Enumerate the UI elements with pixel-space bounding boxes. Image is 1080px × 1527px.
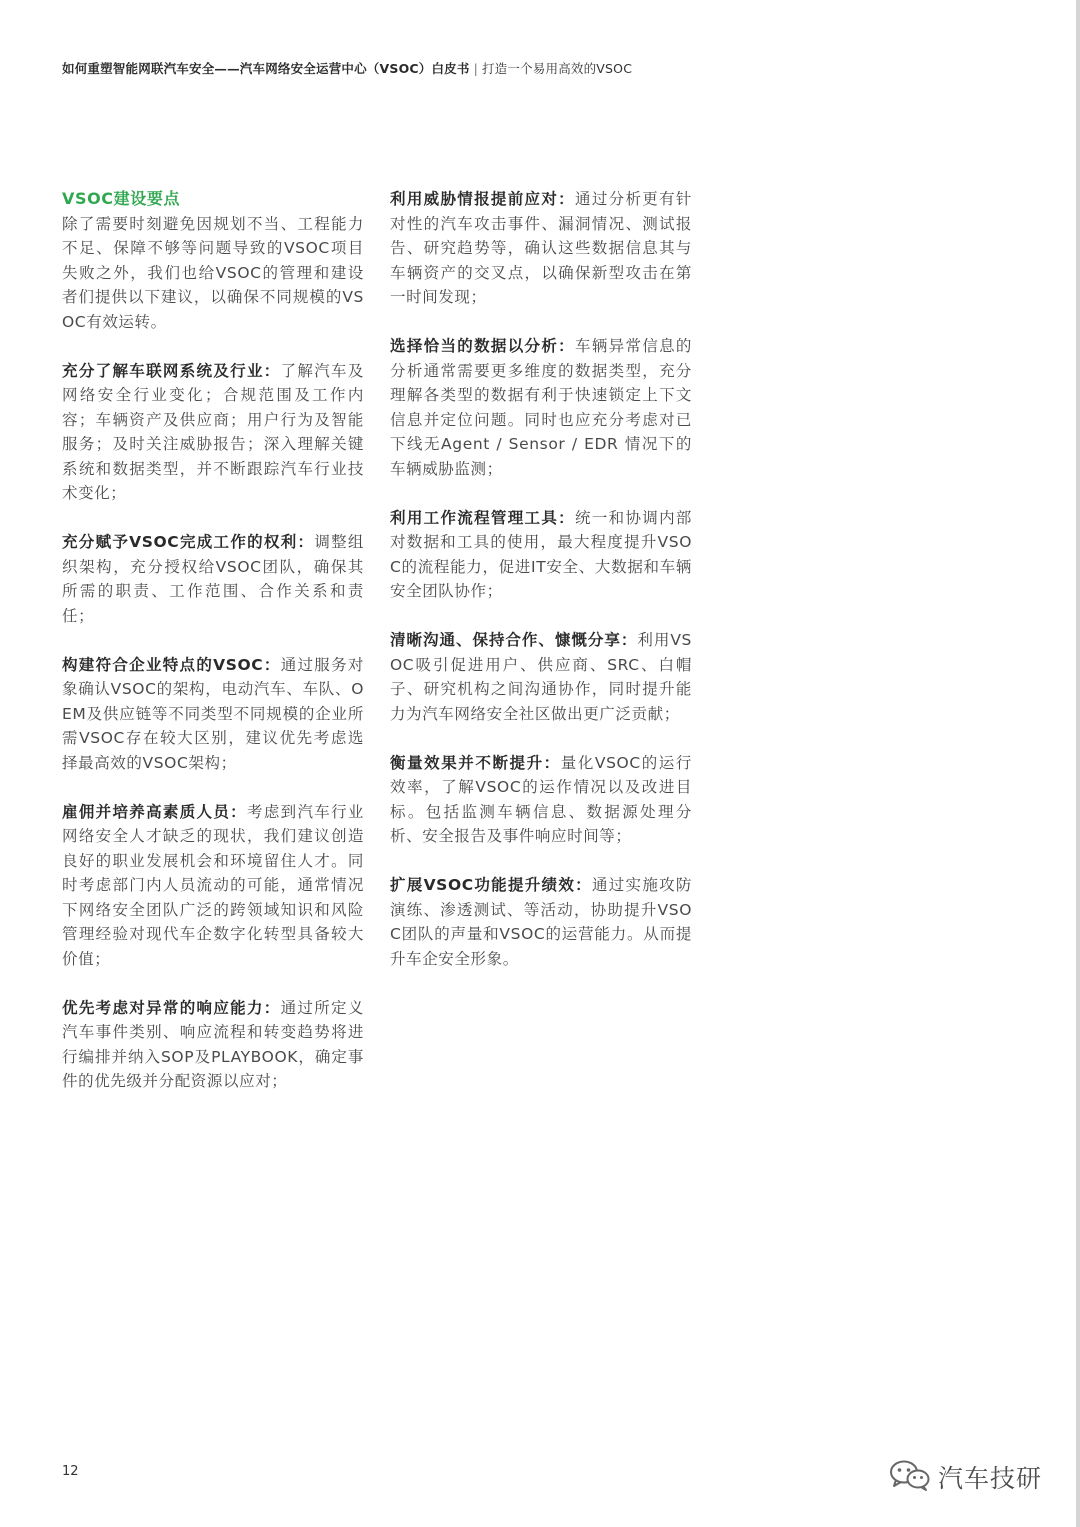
recommendation-body: 通过实施攻防演练、渗透测试、等活动，协助提升VSOC团队的声量和VSOC的运营能力。从而提升车企安全形象。 (390, 876, 692, 968)
recommendation-body: 了解汽车及网络安全行业变化；合规范围及工作内容；车辆资产及供应商；用户行为及智能服务；及时关注威胁报告；深入理解关键系统和数据类型，并不断跟踪汽车行业技术变化； (62, 361, 364, 502)
wechat-icon (888, 1458, 932, 1496)
recommendation-lead: 清晰沟通、保持合作、慷慨分享： (390, 631, 638, 649)
left-column (62, 187, 364, 1118)
recommendation-body: 通过服务对象确认VSOC的架构，电动汽车、车队、OEM及供应链等不同类型不同规模的企业所需VSOC存在较大区别，建议优先考虑选择最高效的VSOC架构； (62, 655, 364, 772)
recommendation-item (62, 800, 364, 972)
intro-section (62, 187, 364, 334)
recommendation-item (62, 530, 364, 628)
recommendation-item (62, 996, 364, 1094)
recommendation-item (390, 873, 692, 971)
recommendation-item (390, 334, 692, 481)
header-separator: | (473, 61, 478, 76)
recommendation-body: 量化VSOC的运行效率，了解VSOC的运作情况以及改进目标。包括监测车辆信息、数据源处理分析、安全报告及事件响应时间等； (390, 753, 692, 845)
recommendation-lead: 充分了解车联网系统及行业： (62, 361, 281, 380)
recommendation-body: 车辆异常信息的分析通常需要更多维度的数据类型，充分理解各类型的数据有利于快速锁定上下文信息并定位问题。同时也应充分考虑对已下线无Agent / Sensor / EDR 情况下的车辆威胁监测； (390, 337, 693, 478)
recommendation-body: 通过分析更有针对性的汽车攻击事件、漏洞情况、测试报告、研究趋势等，确认这些数据信息其与车辆资产的交叉点，以确保新型攻击在第一时间发现； (390, 190, 693, 306)
recommendation-lead: 选择恰当的数据以分析： (390, 337, 575, 355)
recommendation-item (62, 653, 364, 776)
recommendation-body: 调整组织架构，充分授权给VSOC团队，确保其所需的职责、工作范围、合作关系和责任； (62, 533, 364, 625)
recommendation-body: 考虑到汽车行业网络安全人才缺乏的现状，我们建议创造良好的职业发展机会和环境留住人才。同时考虑部门内人员流动的可能，通常情况下网络安全团队广泛的跨领域知识和风险管理经验对现代车企数字化转型具备较大价值； (62, 802, 365, 968)
recommendation-item (390, 751, 692, 849)
recommendation-body: 通过所定义汽车事件类别、响应流程和转变趋势将进行编排并纳入SOP及PLAYBOOK，确定事件的优先级并分配资源以应对； (62, 998, 364, 1090)
intro-text: 除了需要时刻避免因规划不当、工程能力不足、保障不够等问题导致的VSOC项目失败之外，我们也给VSOC的管理和建设者们提供以下建议，以确保不同规模的VSOC有效运转。 (62, 214, 364, 331)
recommendation-body: 利用VSOC吸引促进用户、供应商、SRC、白帽子、研究机构之间沟通协作，同时提升能力为汽车网络安全社区做出更广泛贡献； (390, 631, 692, 723)
recommendation-lead: 构建符合企业特点的VSOC： (62, 655, 281, 674)
running-header (62, 59, 632, 77)
recommendation-body: 统一和协调内部对数据和工具的使用，最大程度提升VSOC的流程能力，促进IT安全、大数据和车辆安全团队协作； (390, 508, 693, 600)
recommendation-lead: 优先考虑对异常的响应能力： (62, 998, 281, 1017)
watermark (888, 1458, 1042, 1496)
recommendation-item (62, 359, 364, 506)
recommendation-lead: 扩展VSOC功能提升绩效： (390, 876, 592, 894)
recommendation-lead: 雇佣并培养高素质人员： (62, 802, 247, 821)
recommendation-item (390, 628, 692, 726)
recommendation-lead: 利用工作流程管理工具： (390, 508, 575, 527)
recommendation-item (390, 187, 692, 310)
recommendation-lead: 利用威胁情报提前应对： (390, 190, 575, 208)
header-section: 打造一个易用高效的VSOC (482, 61, 633, 76)
recommendation-item (390, 506, 692, 604)
page-number: 12 (62, 1464, 79, 1479)
recommendation-lead: 充分赋予VSOC完成工作的权利： (62, 533, 315, 551)
watermark-text: 汽车技研 (938, 1464, 1043, 1493)
right-column (390, 187, 692, 996)
section-heading: VSOC建设要点 (62, 189, 181, 208)
recommendation-lead: 衡量效果并不断提升： (390, 753, 561, 772)
header-title: 如何重塑智能网联汽车安全——汽车网络安全运营中心（VSOC）白皮书 (62, 61, 470, 76)
page-edge-shadow (1076, 0, 1080, 1527)
